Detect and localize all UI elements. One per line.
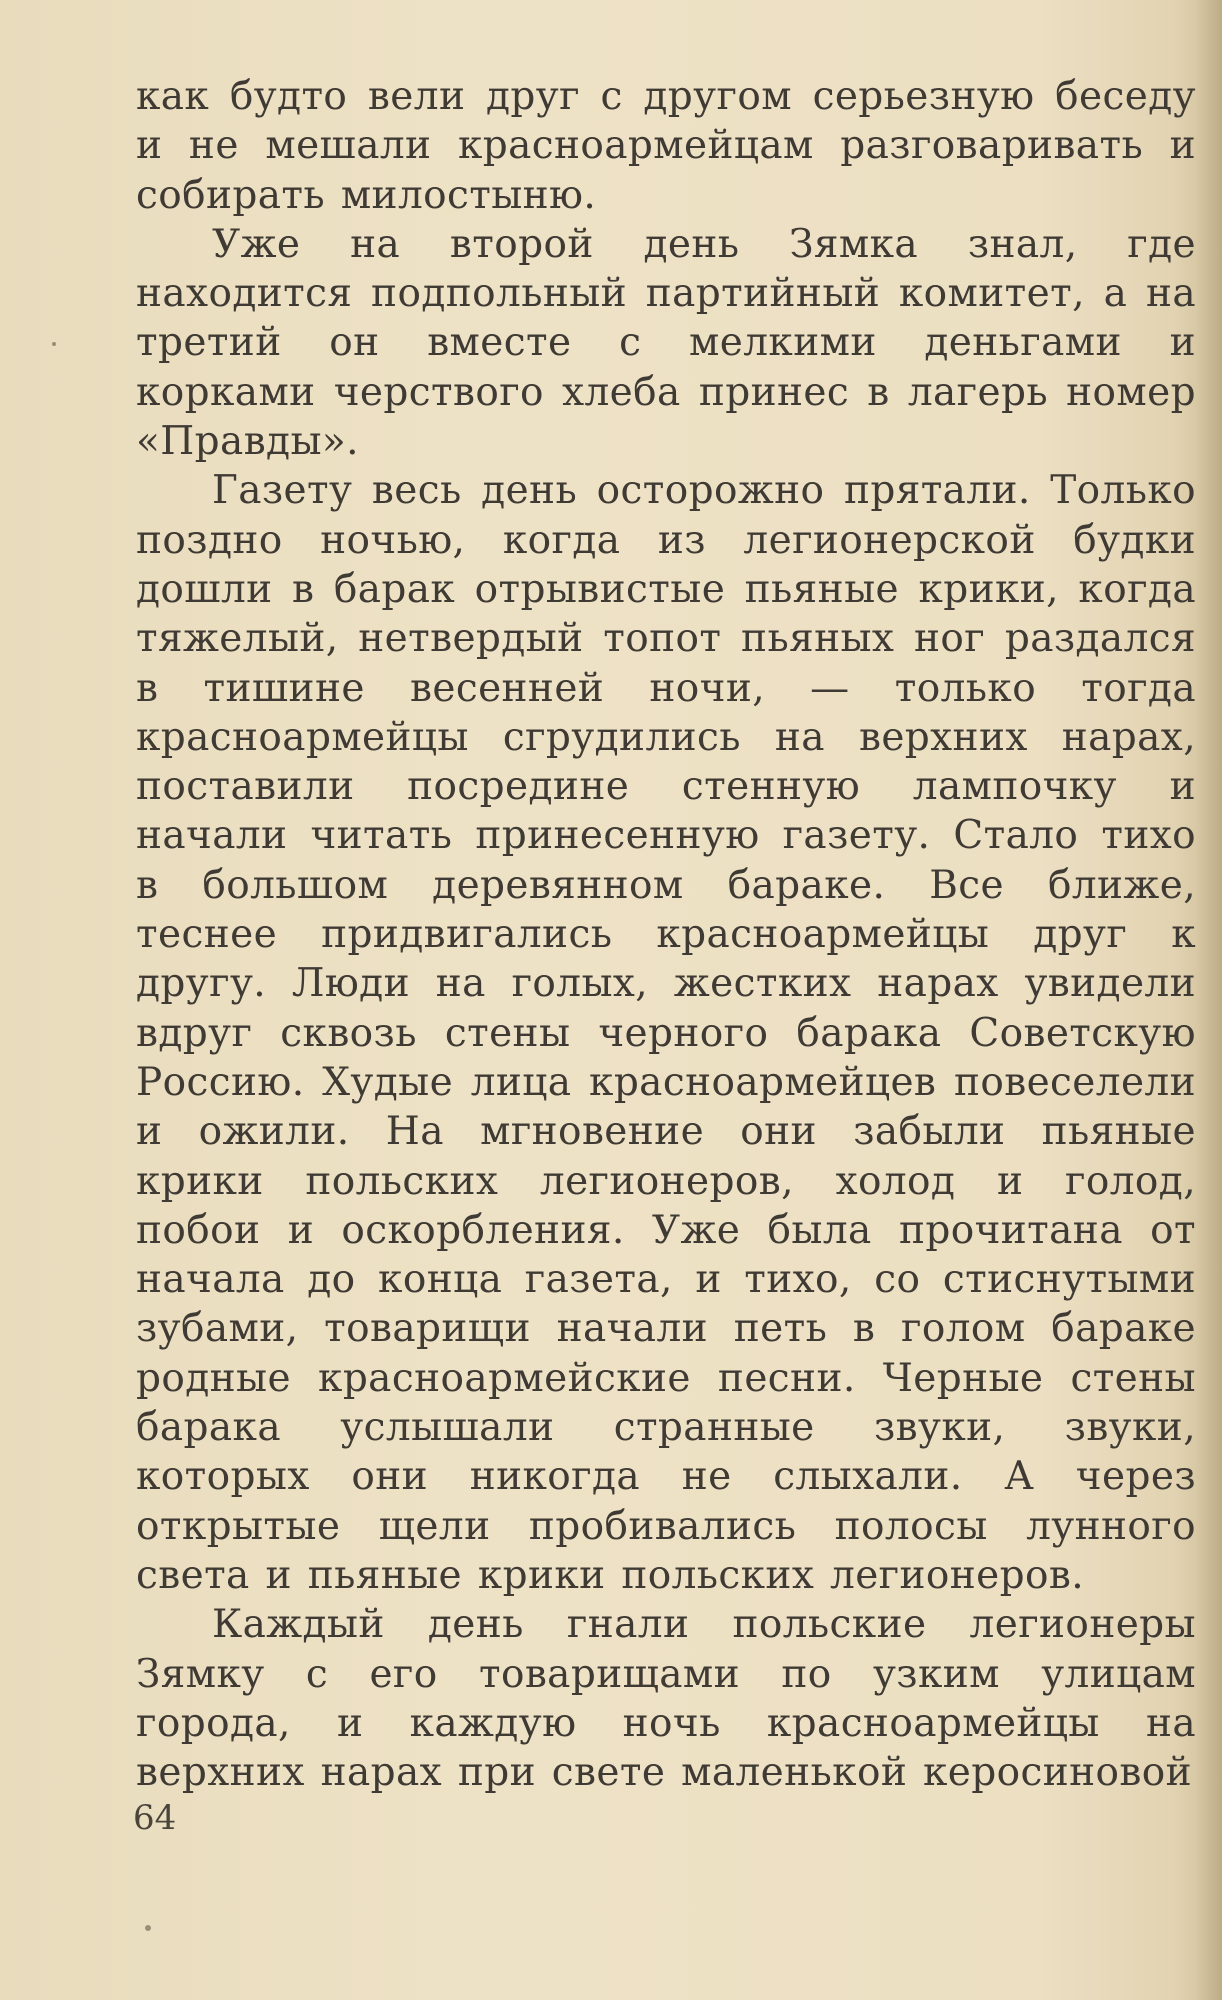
paragraph: Каждый день гнали польские легионеры Зямку с его товарищами по узким улицам города, и каждую ночь красноармейцы на верхних нарах при свете маленькой керосиновой — [136, 1602, 1196, 1796]
page-edge-shadow — [1196, 0, 1222, 2000]
paragraph: Уже на второй день Зямка знал, где находится подпольный партийный комитет, а на третий он вместе с мелкими деньгами и корками черствого хлеба принес в лагерь номер «Правды». — [136, 221, 1196, 465]
body-text — [136, 72, 1196, 1797]
paragraph: Газету весь день осторожно прятали. Только поздно ночью, когда из легионерской будки дошли в барак отрывистые пьяные крики, когда тяжелый, нетвердый топот пьяных ног раздался в тишине весенней ночи, — только тогда красноармейцы сгрудились на верхних нарах, поставили посредине стенную лампочку и начали читать принесенную газету. Стало тихо в большом деревянном бараке. Все ближе, теснее придвигались красноармейцы друг к другу. Люди на голых, жестких нарах увидели вдруг сквозь стены черного барака Советскую Россию. Худые лица красноармейцев повеселели и ожили. На мгновение они забыли пьяные крики польских легионеров, холод и голод, побои и оскорбления. Уже была прочитана от начала до конца газета, и тихо, со стиснутыми зубами, товарищи начали петь в голом бараке родные красноармейские песни. Черные стены барака услышали странные звуки, звуки, которых они никогда не слыхали. А через открытые щели пробивались полосы лунного света и пьяные крики польских легионеров. — [136, 468, 1196, 1598]
paragraph-continuation: как будто вели друг с другом серьезную беседу и не мешали красноармейцам разговаривать и собирать милостыню. — [136, 74, 1196, 218]
paper-speck — [145, 1925, 151, 1931]
page-number: 64 — [133, 1798, 177, 1838]
paper-speck — [52, 342, 56, 346]
